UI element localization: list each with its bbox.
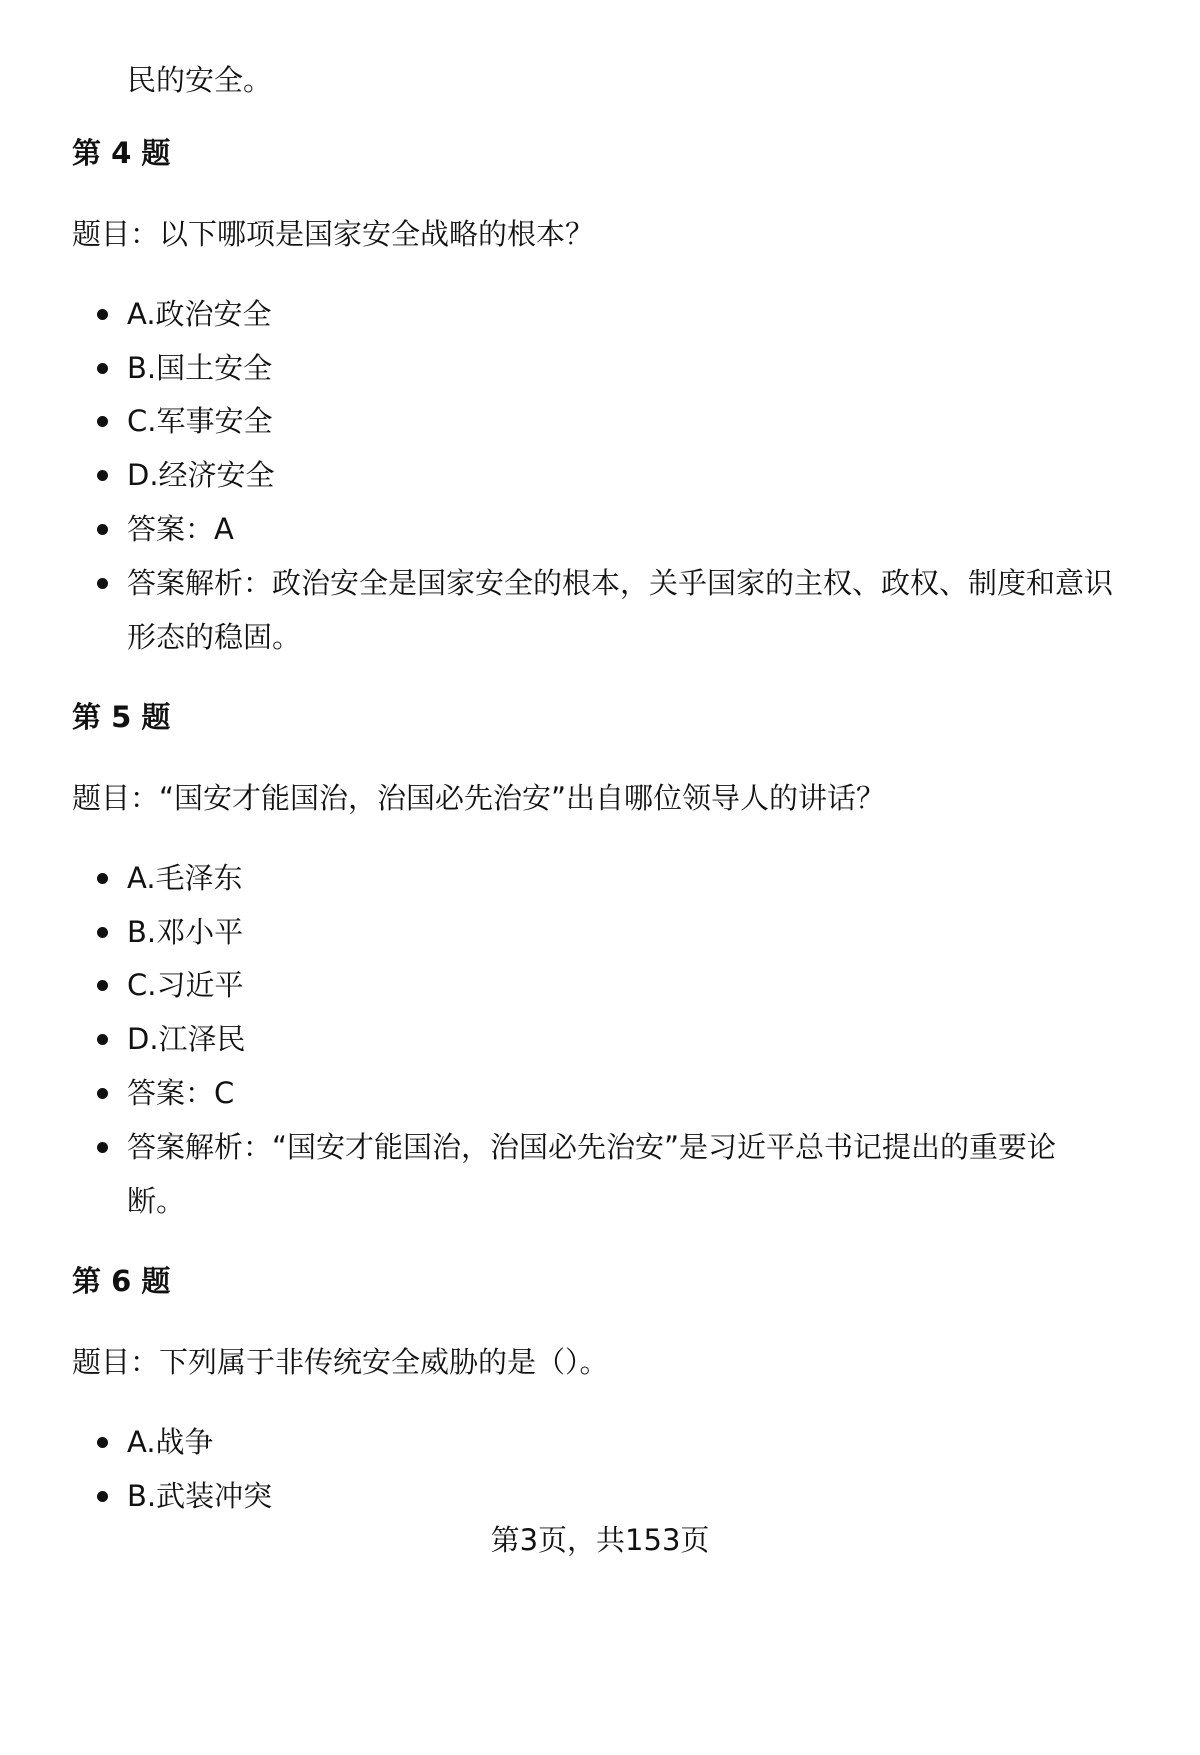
- bullet-icon: [97, 416, 108, 427]
- answer-item: 答案：C: [127, 1076, 235, 1110]
- bullet-icon: [97, 524, 108, 535]
- bullet-icon: [97, 309, 108, 320]
- bullet-icon: [97, 927, 108, 938]
- explanation-continuation: 断。: [127, 1184, 186, 1218]
- option-item: B.武装冲突: [127, 1479, 273, 1513]
- option-item: D.江泽民: [127, 1022, 246, 1056]
- explanation-item: 答案解析：政治安全是国家安全的根本，关乎国家的主权、政权、制度和意识: [127, 566, 1114, 600]
- question-heading: 第 6 题: [72, 1264, 171, 1298]
- bullet-icon: [97, 1088, 108, 1099]
- paragraph-continuation: 民的安全。: [127, 63, 273, 97]
- bullet-icon: [97, 1491, 108, 1502]
- question-text: 题目：“国安才能国治，治国必先治安”出自哪位领导人的讲话？: [72, 781, 886, 815]
- explanation-continuation: 形态的稳固。: [127, 620, 302, 654]
- bullet-icon: [97, 980, 108, 991]
- bullet-icon: [97, 1142, 108, 1153]
- option-item: D.经济安全: [127, 458, 275, 492]
- option-item: C.习近平: [127, 968, 244, 1002]
- option-item: A.政治安全: [127, 297, 272, 331]
- option-item: C.军事安全: [127, 404, 273, 438]
- question-heading: 第 5 题: [72, 700, 171, 734]
- bullet-icon: [97, 470, 108, 481]
- bullet-icon: [97, 363, 108, 374]
- bullet-icon: [97, 1437, 108, 1448]
- option-item: A.毛泽东: [127, 861, 243, 895]
- bullet-icon: [97, 578, 108, 589]
- answer-item: 答案：A: [127, 512, 234, 546]
- question-heading: 第 4 题: [72, 136, 171, 170]
- bullet-icon: [97, 873, 108, 884]
- page-indicator: 第3页，共153页: [490, 1523, 710, 1557]
- option-item: A.战争: [127, 1425, 214, 1459]
- option-item: B.邓小平: [127, 915, 244, 949]
- bullet-icon: [97, 1034, 108, 1045]
- option-item: B.国土安全: [127, 351, 273, 385]
- question-text: 题目：以下哪项是国家安全战略的根本？: [72, 217, 595, 251]
- question-text: 题目：下列属于非传统安全威胁的是（）。: [72, 1345, 609, 1379]
- explanation-item: 答案解析：“国安才能国治，治国必先治安”是习近平总书记提出的重要论: [127, 1130, 1057, 1164]
